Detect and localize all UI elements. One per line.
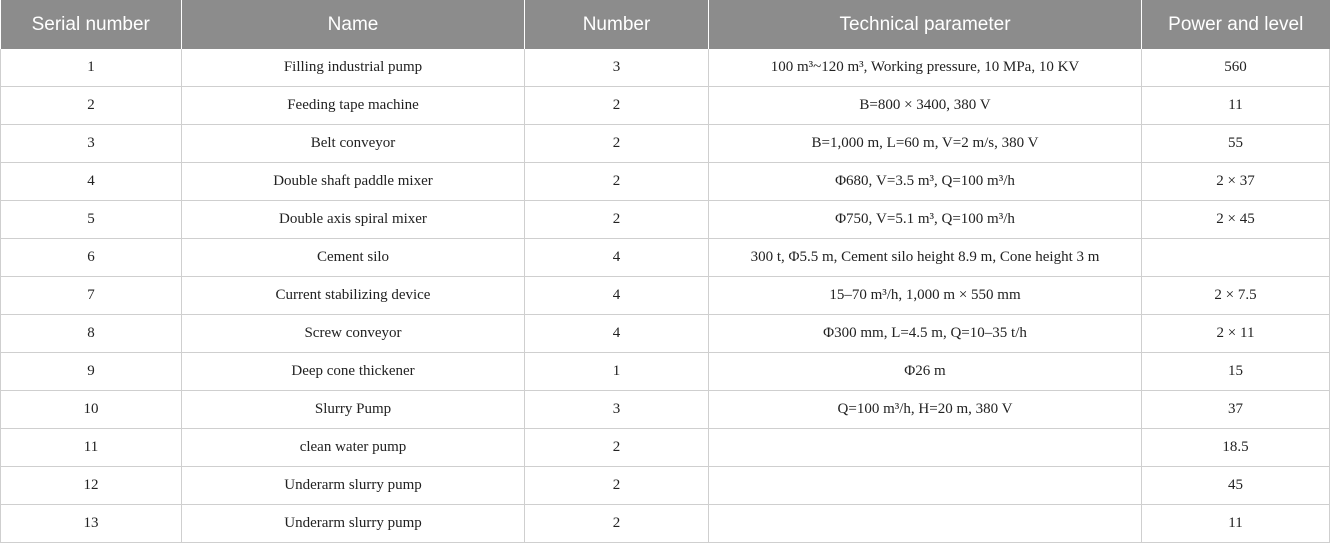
cell-serial-number: 9	[1, 353, 182, 391]
cell-number: 2	[525, 505, 709, 543]
header-number: Number	[525, 0, 709, 49]
table-row	[1, 49, 1330, 87]
table-row	[1, 277, 1330, 315]
cell-power-and-level: 11	[1142, 505, 1330, 543]
cell-number: 4	[525, 315, 709, 353]
cell-power-and-level: 55	[1142, 125, 1330, 163]
table-row	[1, 429, 1330, 467]
cell-serial-number: 8	[1, 315, 182, 353]
header-power-and-level: Power and level	[1142, 0, 1330, 49]
cell-serial-number: 1	[1, 49, 182, 87]
table-row	[1, 505, 1330, 543]
cell-serial-number: 5	[1, 201, 182, 239]
cell-power-and-level: 37	[1142, 391, 1330, 429]
cell-technical-parameter: Φ750, V=5.1 m³, Q=100 m³/h	[709, 201, 1142, 239]
cell-name: Underarm slurry pump	[182, 467, 525, 505]
cell-name: Double shaft paddle mixer	[182, 163, 525, 201]
cell-number: 4	[525, 239, 709, 277]
cell-name: Cement silo	[182, 239, 525, 277]
header-row	[1, 0, 1330, 49]
cell-number: 2	[525, 87, 709, 125]
cell-serial-number: 2	[1, 87, 182, 125]
cell-technical-parameter: Φ300 mm, L=4.5 m, Q=10–35 t/h	[709, 315, 1142, 353]
cell-name: Filling industrial pump	[182, 49, 525, 87]
cell-number: 1	[525, 353, 709, 391]
cell-name: Belt conveyor	[182, 125, 525, 163]
cell-technical-parameter: 15–70 m³/h, 1,000 m × 550 mm	[709, 277, 1142, 315]
cell-technical-parameter	[709, 505, 1142, 543]
cell-number: 4	[525, 277, 709, 315]
table-row	[1, 163, 1330, 201]
cell-technical-parameter: 100 m³~120 m³, Working pressure, 10 MPa, 10 KV	[709, 49, 1142, 87]
table-body	[1, 49, 1330, 543]
cell-number: 2	[525, 201, 709, 239]
header-serial-number: Serial number	[1, 0, 182, 49]
table-row	[1, 239, 1330, 277]
cell-power-and-level: 45	[1142, 467, 1330, 505]
header-name: Name	[182, 0, 525, 49]
table-row	[1, 467, 1330, 505]
cell-power-and-level: 2 × 11	[1142, 315, 1330, 353]
cell-power-and-level: 2 × 45	[1142, 201, 1330, 239]
cell-name: Slurry Pump	[182, 391, 525, 429]
cell-technical-parameter: B=1,000 m, L=60 m, V=2 m/s, 380 V	[709, 125, 1142, 163]
cell-technical-parameter: Φ680, V=3.5 m³, Q=100 m³/h	[709, 163, 1142, 201]
cell-power-and-level: 11	[1142, 87, 1330, 125]
cell-power-and-level: 15	[1142, 353, 1330, 391]
cell-serial-number: 12	[1, 467, 182, 505]
cell-serial-number: 6	[1, 239, 182, 277]
cell-name: Current stabilizing device	[182, 277, 525, 315]
table-row	[1, 201, 1330, 239]
table-row	[1, 87, 1330, 125]
cell-serial-number: 11	[1, 429, 182, 467]
cell-name: Double axis spiral mixer	[182, 201, 525, 239]
cell-technical-parameter	[709, 429, 1142, 467]
cell-technical-parameter: 300 t, Φ5.5 m, Cement silo height 8.9 m, Cone height 3 m	[709, 239, 1142, 277]
cell-number: 2	[525, 125, 709, 163]
cell-number: 2	[525, 467, 709, 505]
cell-serial-number: 3	[1, 125, 182, 163]
cell-number: 3	[525, 49, 709, 87]
cell-number: 2	[525, 163, 709, 201]
cell-technical-parameter: Φ26 m	[709, 353, 1142, 391]
cell-number: 2	[525, 429, 709, 467]
table-row	[1, 315, 1330, 353]
cell-name: Feeding tape machine	[182, 87, 525, 125]
cell-name: Underarm slurry pump	[182, 505, 525, 543]
cell-power-and-level	[1142, 239, 1330, 277]
cell-power-and-level: 18.5	[1142, 429, 1330, 467]
cell-serial-number: 7	[1, 277, 182, 315]
cell-name: Deep cone thickener	[182, 353, 525, 391]
cell-technical-parameter: Q=100 m³/h, H=20 m, 380 V	[709, 391, 1142, 429]
cell-name: clean water pump	[182, 429, 525, 467]
cell-name: Screw conveyor	[182, 315, 525, 353]
cell-power-and-level: 2 × 7.5	[1142, 277, 1330, 315]
cell-power-and-level: 560	[1142, 49, 1330, 87]
table-row	[1, 391, 1330, 429]
table-row	[1, 353, 1330, 391]
cell-technical-parameter: B=800 × 3400, 380 V	[709, 87, 1142, 125]
cell-power-and-level: 2 × 37	[1142, 163, 1330, 201]
cell-serial-number: 13	[1, 505, 182, 543]
table-row	[1, 125, 1330, 163]
cell-number: 3	[525, 391, 709, 429]
cell-technical-parameter	[709, 467, 1142, 505]
cell-serial-number: 10	[1, 391, 182, 429]
header-technical-parameter: Technical parameter	[709, 0, 1142, 49]
cell-serial-number: 4	[1, 163, 182, 201]
